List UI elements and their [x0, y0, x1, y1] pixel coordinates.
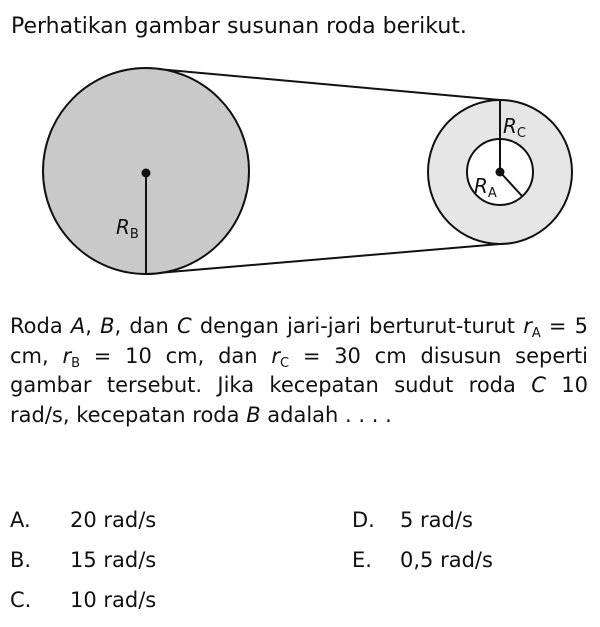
label-rb: $R_B$	[116, 215, 139, 242]
wheel-c-symbol: C	[177, 314, 192, 338]
label-ra: $R_A$	[474, 174, 497, 201]
question-title: Perhatikan gambar susunan roda berikut.	[11, 14, 467, 39]
label-rc: $R_C$	[503, 114, 526, 141]
option-c[interactable]: C. 10 rad/s	[10, 588, 157, 612]
question-text: Roda A, B, dan C dengan jari-jari berturut-turut $r_A = 5$ cm, $r_B = 10$ cm, dan $r_C = 30$ cm disusun seperti gambar tersebut. Jika kecepatan sudut roda C 10 rad/s, kecepatan roda B adalah . . . .	[10, 314, 589, 427]
option-e[interactable]: E. 0,5 rad/s	[352, 548, 493, 572]
center-a-dot	[496, 168, 505, 177]
wheel-b-symbol: B	[100, 314, 115, 338]
option-a[interactable]: A. 20 rad/s	[10, 508, 157, 532]
option-d[interactable]: D. 5 rad/s	[352, 508, 473, 532]
option-b[interactable]: B. 15 rad/s	[10, 548, 157, 572]
wheel-a-symbol: A	[70, 314, 86, 338]
wheel-diagram	[0, 55, 600, 295]
center-b-dot	[142, 169, 151, 178]
